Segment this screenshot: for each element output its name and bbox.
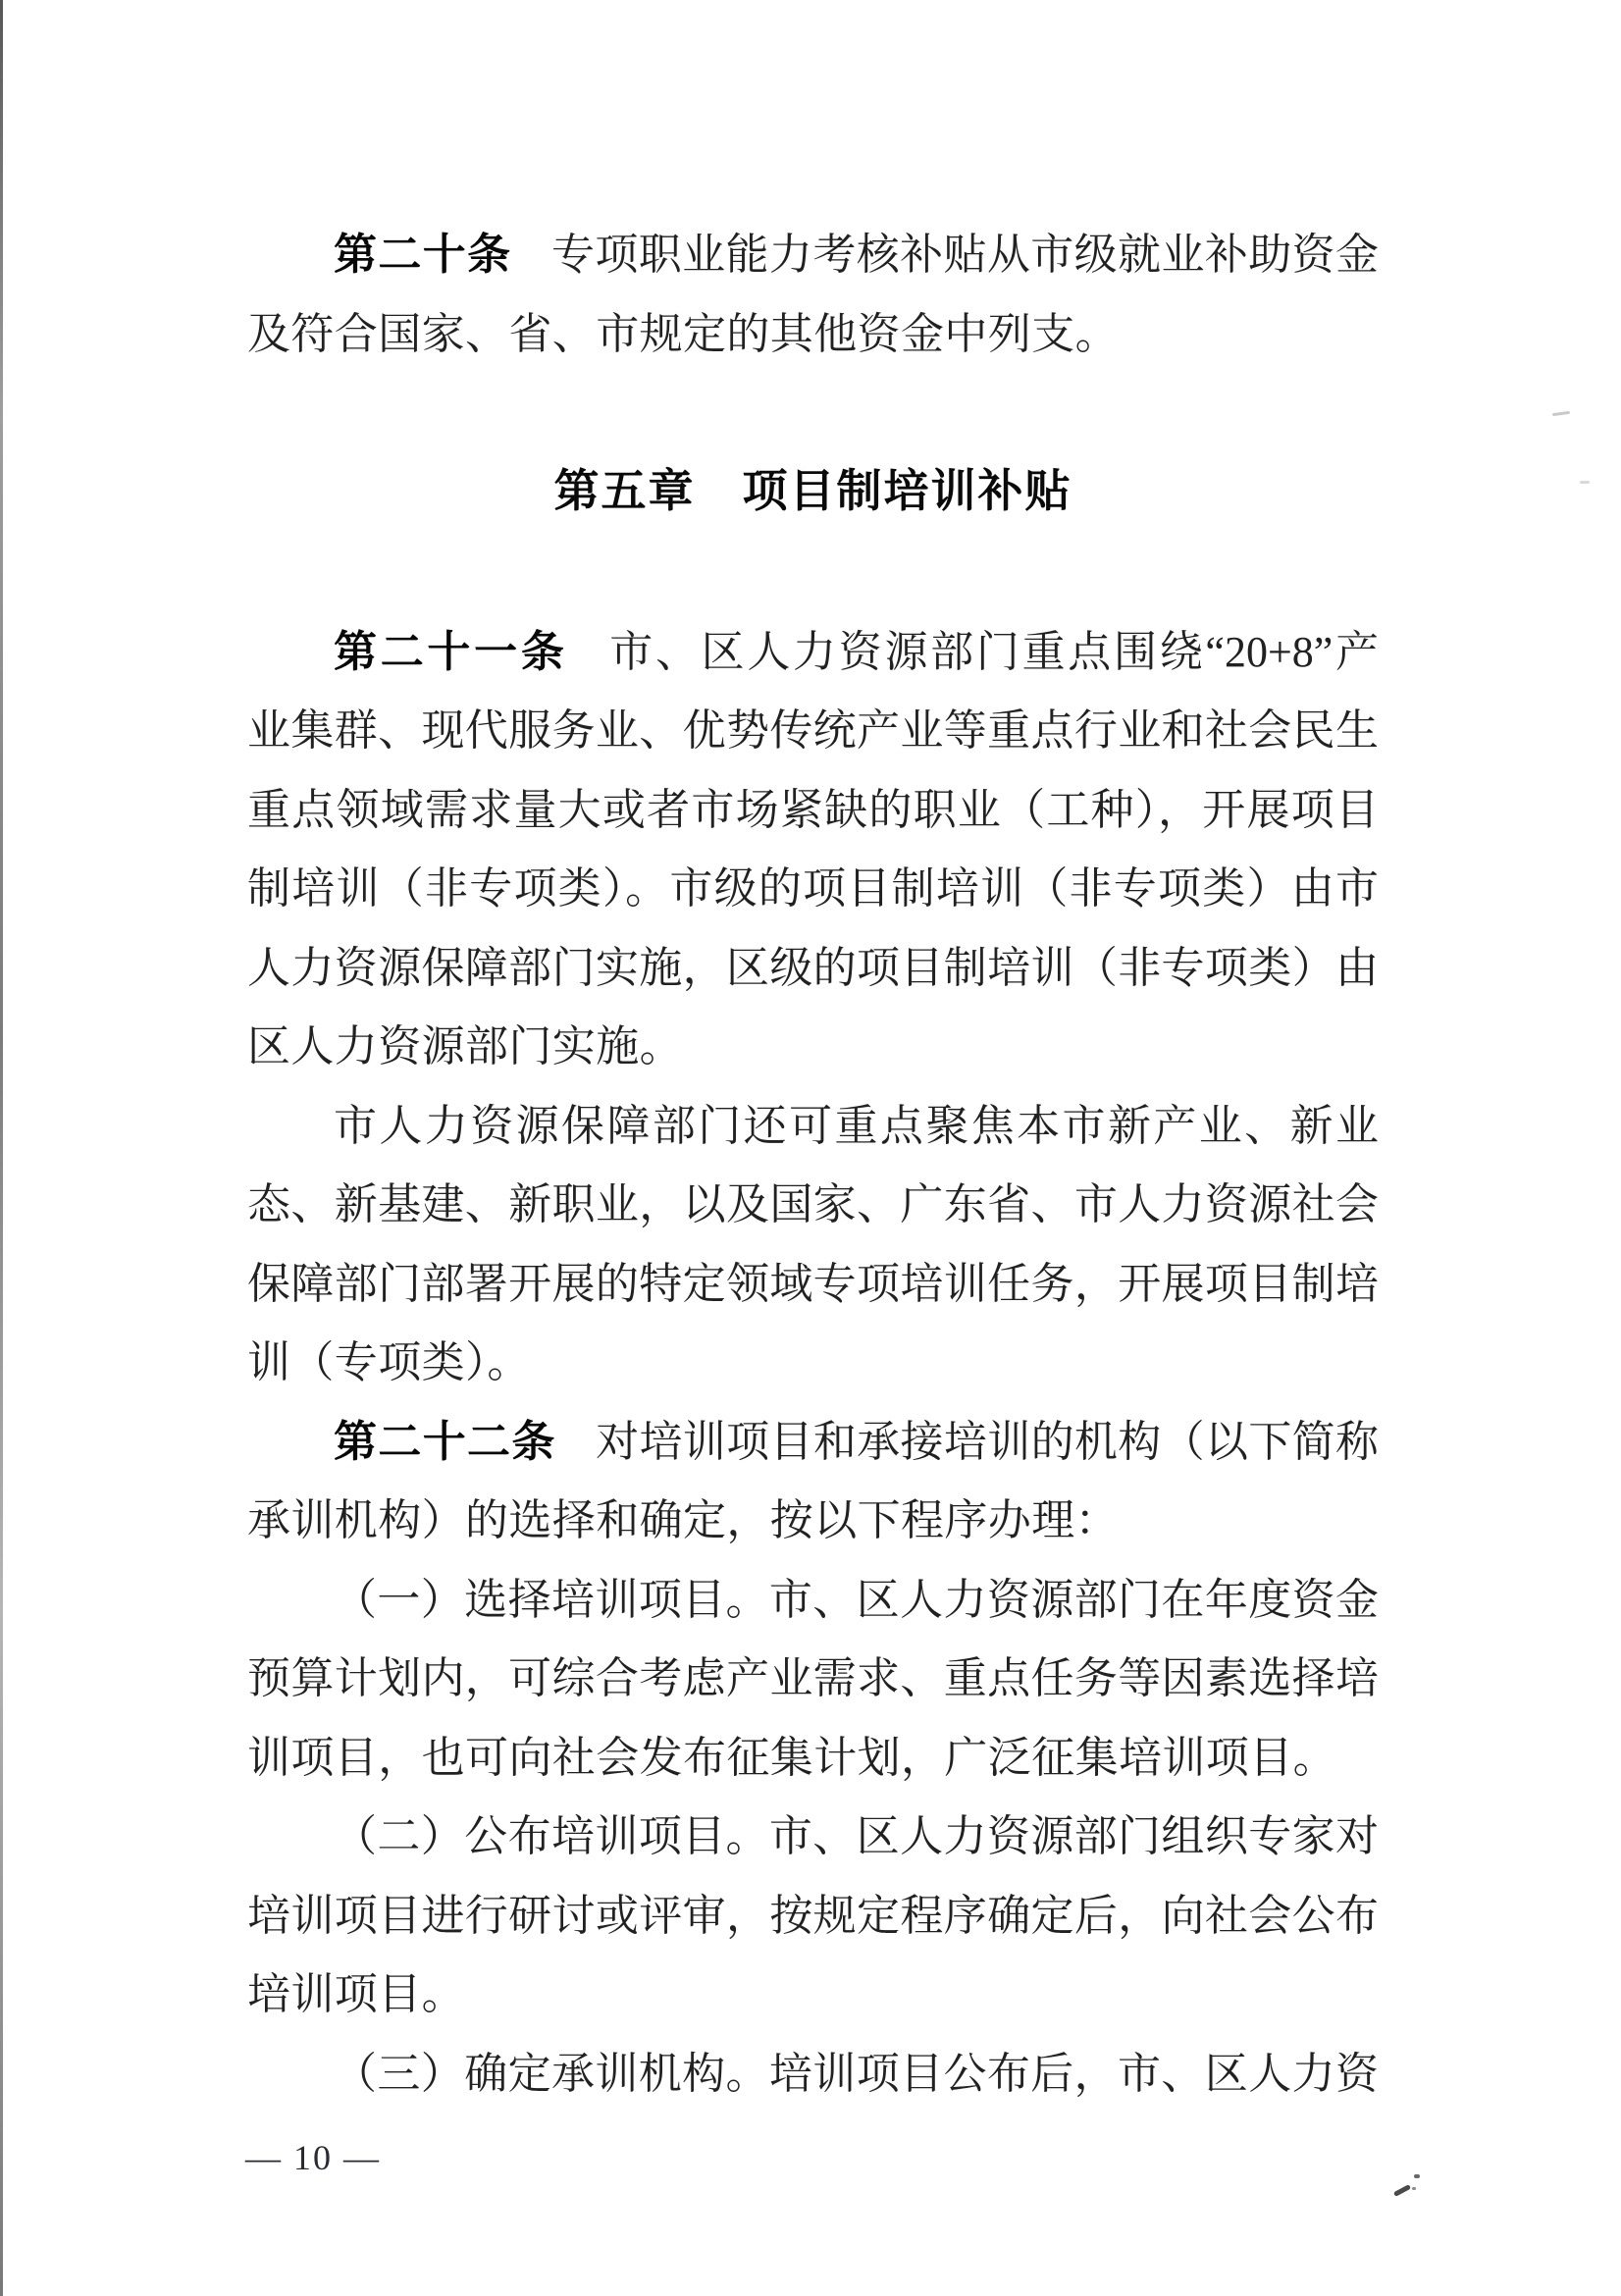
text-line: 第二十二条 对培训项目和承接培训的机构（以下简称	[334, 1417, 1380, 1466]
text-line: 人力资源保障部门实施，区级的项目制培训（非专项类）由	[247, 943, 1379, 992]
scan-artifact-dash-1	[1552, 411, 1570, 416]
scan-artifact-dash-2	[1580, 481, 1590, 484]
text-line: 及符合国家、省、市规定的其他资金中列支。	[247, 309, 1119, 358]
scan-artifact-dot-2	[1412, 2187, 1416, 2190]
text-line: 第二十一条 市、区人力资源部门重点围绕“20+8”产	[334, 627, 1379, 676]
text-line: 区人力资源部门实施。	[247, 1022, 683, 1070]
text-line: 态、新基建、新职业，以及国家、广东省、市人力资源社会	[247, 1180, 1379, 1228]
text-block	[247, 216, 1379, 2113]
text-line: 培训项目。	[247, 1970, 465, 2018]
chapter-heading: 第五章 项目制培训补贴	[553, 465, 1072, 516]
scan-artifact-ink-mark	[1393, 2184, 1411, 2197]
text-line: 制培训（非专项类）。市级的项目制培训（非专项类）由市	[247, 864, 1379, 913]
text-line: 保障部门部署开展的特定领域专项培训任务，开展项目制培	[247, 1259, 1379, 1308]
text-line: （三）确定承训机构。培训项目公布后，市、区人力资	[334, 2049, 1379, 2098]
page-number: — 10 —	[245, 2138, 381, 2177]
text-line: 预算计划内，可综合考虑产业需求、重点任务等因素选择培	[247, 1654, 1379, 1702]
text-line: （一）选择培训项目。市、区人力资源部门在年度资金	[334, 1575, 1379, 1624]
text-line: 训项目，也可向社会发布征集计划，广泛征集培训项目。	[247, 1733, 1336, 1782]
text-line: （二）公布培训项目。市、区人力资源部门组织专家对	[334, 1812, 1379, 1860]
text-line: 市人力资源保障部门还可重点聚焦本市新产业、新业	[334, 1101, 1379, 1150]
scan-artifact-dot-1	[1414, 2174, 1420, 2178]
text-line: 业集群、现代服务业、优势传统产业等重点行业和社会民生	[247, 706, 1379, 755]
text-line: 训（专项类）。	[247, 1338, 531, 1386]
text-line: 培训项目进行研讨或评审，按规定程序确定后，向社会公布	[247, 1891, 1379, 1940]
text-line: 重点领域需求量大或者市场紧缺的职业（工种），开展项目	[247, 785, 1379, 834]
article-number: 第二十一条	[334, 627, 568, 676]
text-line: 第二十条 专项职业能力考核补贴从市级就业补助资金	[334, 231, 1380, 279]
scan-edge-shadow	[0, 0, 3, 2296]
article-number: 第二十条	[334, 231, 512, 279]
text-line: 承训机构）的选择和确定，按以下程序办理：	[247, 1496, 1119, 1544]
article-number: 第二十二条	[334, 1417, 556, 1466]
